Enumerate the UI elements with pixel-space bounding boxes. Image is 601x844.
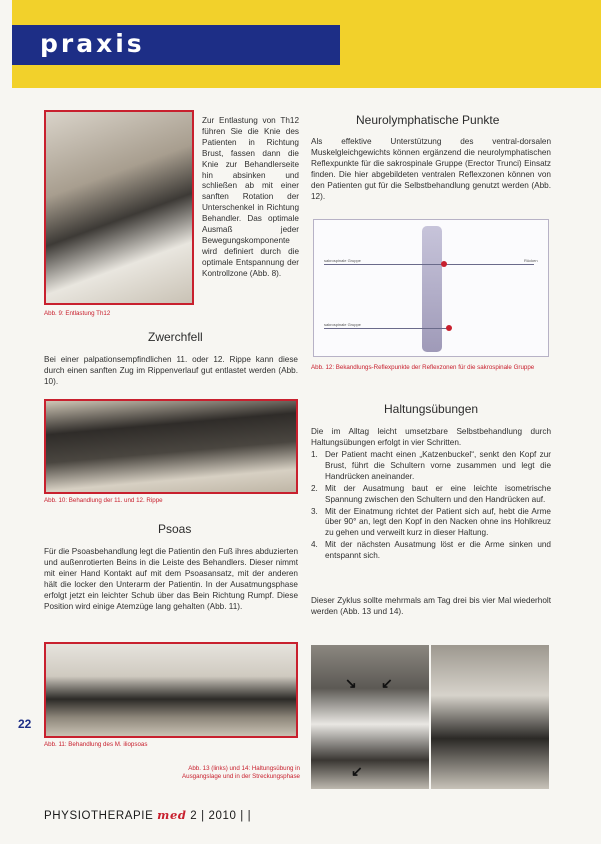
figure-leader-line-bottom xyxy=(324,328,449,329)
figure-leader-line-top xyxy=(324,264,534,265)
haltung-outro: Dieser Zyklus sollte mehrmals am Tag drei bis vier Mal wiederholt werden (Abb. 13 und 14). xyxy=(311,596,551,616)
figure-reflex-point xyxy=(441,261,447,267)
photo-entlastung-th12 xyxy=(44,110,194,305)
step-text: Mit der Ausatmung baut er eine leichte isometrische Spannung zwischen den Schultern und den Handrücken auf. xyxy=(325,483,551,504)
haltung-steps-list xyxy=(311,450,551,563)
journal-name: PHYSIOTHERAPIE xyxy=(44,810,154,822)
footer-journal xyxy=(44,808,251,822)
arrow-icon: ↙ xyxy=(351,763,363,779)
heading-psoas: Psoas xyxy=(158,522,192,536)
figure-spine xyxy=(422,226,442,352)
journal-issue: 2 | 2010 | | xyxy=(190,810,252,822)
caption-fig-11: Abb. 11: Behandlung des M. iliopsoas xyxy=(44,741,148,748)
step-text: Der Patient macht einen „Katzenbuckel“, senkt den Kopf zur Brust, führt die Schultern vorne zusammen und legt die Handrücken aneinander. xyxy=(325,450,551,481)
caption-fig-10: Abb. 10: Behandlung der 11. und 12. Rippe xyxy=(44,497,163,504)
zwerchfell-paragraph: Bei einer palpationsempfindlichen 11. oder 12. Rippe kann diese durch einen sanften Zug im Rippenverlauf gut entlastet werden (Abb. 10). xyxy=(44,355,298,386)
list-item xyxy=(311,450,551,483)
figure-label: sakrospinale Gruppe xyxy=(324,258,361,263)
step-text: Mit der nächsten Ausatmung löst er die Arme sinken und entspannt sich. xyxy=(325,540,551,561)
arrow-icon: ↘ xyxy=(345,675,357,691)
photo-haltung-ausgangslage xyxy=(311,645,429,789)
step-number: 1. xyxy=(311,450,318,459)
section-title: praxis xyxy=(40,29,145,58)
step-number: 2. xyxy=(311,483,318,493)
photo-haltung-streckung xyxy=(431,645,549,789)
neuro-paragraph: Als effektive Unterstützung des ventral-dorsalen Muskelgleichgewichts können ergänzend die neurolymphatischen Reflexpunkte für die sakrospinale Gruppe (Erector Trunci) Einsatz finden. Die hier abgebildeten ventralen Reflexzonen können von den Patienten gut für die Selbstbehandlung genutzt werden (Abb. 12). xyxy=(311,137,551,201)
intro-paragraph: Zur Entlastung von Th12 führen Sie die Knie des Patienten in Richtung Brust, fassen dann die Knie zur Behandlerseite hin absinken und schließen ab mit einer sanften Rotation der Unterschenkel in Richtung Behandler. Das optimale Ausmaß jeder Bewegungskomponente wird definiert durch die optimale Entspannung der Kontrollzone (Abb. 8). xyxy=(202,116,299,278)
figure-label: sakrospinale Gruppe xyxy=(324,322,361,327)
heading-haltungsuebungen: Haltungsübungen xyxy=(384,402,479,416)
photo-rippe-behandlung xyxy=(44,399,298,494)
heading-zwerchfell: Zwerchfell xyxy=(148,330,203,344)
figure-reflexpunkte xyxy=(313,219,549,357)
list-item xyxy=(311,540,551,562)
step-number: 3. xyxy=(311,506,318,516)
photo-iliopsoas xyxy=(44,642,298,738)
page-number: 22 xyxy=(18,717,32,731)
caption-fig-12: Abb. 12: Bekandlungs-Reflexpunkte der Reflexzonen für die sakrospinale Gruppe xyxy=(311,364,535,371)
caption-fig-13-14: Abb. 13 (links) und 14: Haltungsübung in Ausgangslage und in der Streckungsphase xyxy=(182,765,300,780)
list-item xyxy=(311,484,551,506)
step-text: Mit der Einatmung richtet der Patient sich auf, hebt die Arme über 90° an, legt den Kopf in den Nacken ohne ins Hohlkreuz zu gehen und verweilt kurz in dieser Haltung. xyxy=(325,506,551,538)
step-number: 4. xyxy=(311,540,318,550)
psoas-paragraph: Für die Psoasbehandlung legt die Patientin den Fuß ihres abduzierten und außenrotierten Beins in die Leiste des Behandlers. Dieser nimmt mit einer Hand Kontakt auf mit dem Psoasansatz, mit der anderen hält die locker den Unterarm der Patientin. In der Ausatmungsphase erfolgt jetzt ein leichter Schub über das Bein Richtung Rumpf. Diese Position wird einige Atemzüge lang gehalten (Abb. 11). xyxy=(44,547,298,611)
figure-label: Rücken xyxy=(524,258,538,263)
journal-name-med: med xyxy=(157,808,187,822)
figure-reflex-point xyxy=(446,325,452,331)
arrow-icon: ↙ xyxy=(381,675,393,691)
heading-neurolymphatisch: Neurolymphatische Punkte xyxy=(356,113,500,127)
list-item xyxy=(311,507,551,540)
caption-fig-9: Abb. 9: Entlastung Th12 xyxy=(44,310,111,317)
haltung-intro: Die im Alltag leicht umsetzbare Selbstbehandlung durch Haltungsübungen erfolgt in vier Schritten. xyxy=(311,427,551,447)
